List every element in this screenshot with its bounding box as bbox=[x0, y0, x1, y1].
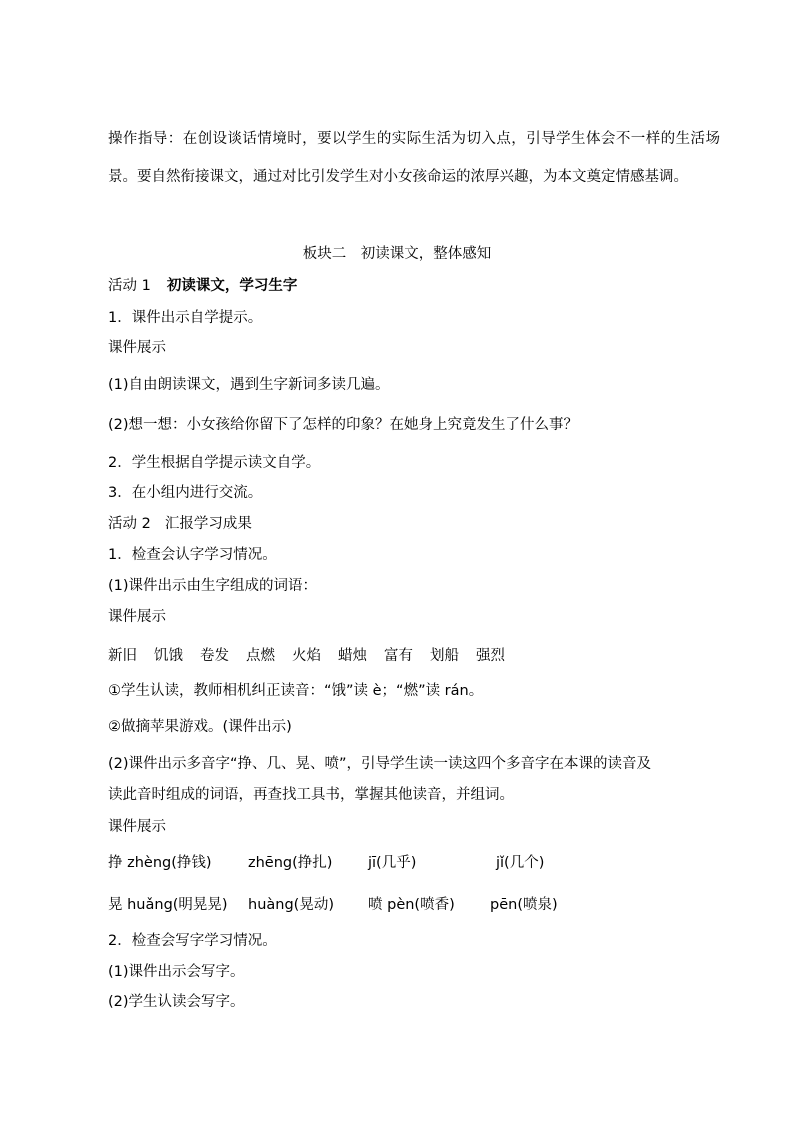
word-item: 强烈 bbox=[476, 648, 505, 664]
activity2-heading bbox=[108, 514, 252, 534]
word-item: 蜡烛 bbox=[338, 648, 367, 664]
word-item: 划船 bbox=[430, 648, 459, 664]
activity2-title: 汇报学习成果 bbox=[164, 516, 252, 532]
activity2-write1: (1)课件出示会写字。 bbox=[108, 964, 245, 980]
word-item: 富有 bbox=[384, 648, 413, 664]
word-item: 卷发 bbox=[200, 648, 229, 664]
word-item: 新旧 bbox=[108, 648, 137, 664]
pinyin-item: zhēng(挣扎) bbox=[248, 855, 333, 871]
pinyin-item: 晃 huǎng(明晃晃) bbox=[108, 897, 228, 913]
activity2-note2: ②做摘苹果游戏。(课件出示) bbox=[108, 719, 292, 735]
activity2-write2: (2)学生认读会写字。 bbox=[108, 994, 245, 1010]
guidance-paragraph bbox=[108, 120, 720, 196]
activity1-heading bbox=[108, 276, 297, 296]
word-list bbox=[108, 646, 522, 666]
activity2-display-label: 课件展示 bbox=[108, 609, 166, 625]
activity1-prompt1: (1)自由朗读课文，遇到生字新词多读几遍。 bbox=[108, 377, 390, 393]
pinyin-item: pēn(喷泉) bbox=[490, 897, 558, 913]
section-title: 板块二 初读课文，整体感知 bbox=[302, 246, 492, 262]
activity2-step1: 1．检查会认字学习情况。 bbox=[108, 547, 277, 563]
guidance-text: 在创设谈话情境时，要以学生的实际生活为切入点，引导学生体会不一样的生活场景。要自然衔接课文，通过对比引发学生对小女孩命运的浓厚兴趣，为本文奠定情感基调。 bbox=[108, 131, 720, 185]
activity2-display-label2: 课件展示 bbox=[108, 819, 166, 835]
activity2-sub2-line1: (2)课件出示多音字“挣、几、晃、喷”，引导学生读一读这四个多音字在本课的读音及 bbox=[108, 756, 652, 772]
activity1-display-label: 课件展示 bbox=[108, 340, 166, 356]
activity1-step1: 1．课件出示自学提示。 bbox=[108, 310, 263, 326]
word-item: 火焰 bbox=[292, 648, 321, 664]
activity2-step2: 2．检查会写字学习情况。 bbox=[108, 933, 277, 949]
word-item: 点燃 bbox=[246, 648, 275, 664]
activity1-step3: 3．在小组内进行交流。 bbox=[108, 485, 263, 501]
pinyin-item: huàng(晃动) bbox=[248, 897, 334, 913]
activity2-sub1: (1)课件出示由生字组成的词语： bbox=[108, 578, 318, 594]
word-item: 饥饿 bbox=[154, 648, 183, 664]
pinyin-item: 挣 zhèng(挣钱) bbox=[108, 855, 212, 871]
activity1-prefix: 活动 1 bbox=[108, 278, 151, 294]
pinyin-item: jǐ(几个) bbox=[496, 855, 545, 871]
pinyin-item: jī(几乎) bbox=[368, 855, 417, 871]
guidance-label: 操作指导： bbox=[108, 131, 183, 147]
activity2-prefix: 活动 2 bbox=[108, 516, 151, 532]
activity1-step2: 2．学生根据自学提示读文自学。 bbox=[108, 455, 321, 471]
pinyin-item: 喷 pèn(喷香) bbox=[368, 897, 455, 913]
activity2-note1: ①学生认读，教师相机纠正读音：“饿”读 è；“燃”读 rán。 bbox=[108, 683, 484, 699]
activity1-prompt2: (2)想一想：小女孩给你留下了怎样的印象？在她身上究竟发生了什么事？ bbox=[108, 417, 579, 433]
activity2-sub2-line2: 读此音时组成的词语，再查找工具书，掌握其他读音，并组词。 bbox=[108, 787, 514, 803]
activity1-title: 初读课文，学习生字 bbox=[166, 278, 298, 294]
